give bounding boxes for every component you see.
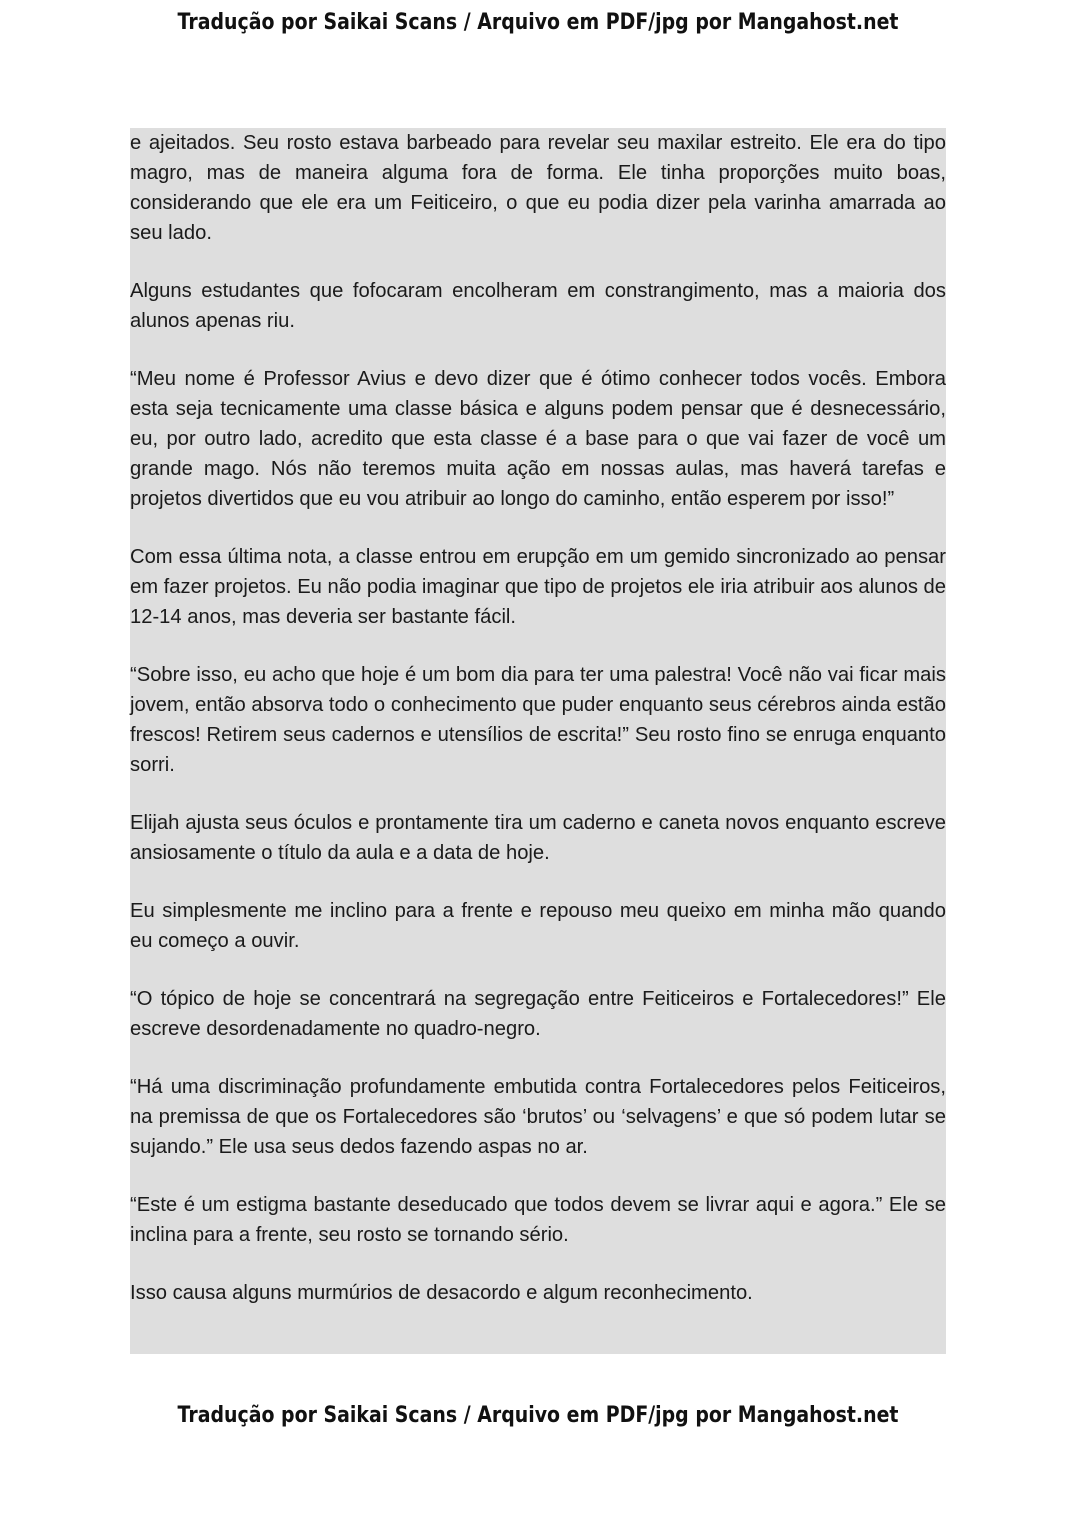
- paragraph: “O tópico de hoje se concentrará na segregação entre Feiticeiros e Fortalecedores!” Ele escreve desordenadamente no quadro-negro.: [130, 988, 946, 1040]
- body-text: [130, 128, 946, 1336]
- page-content: [130, 128, 946, 1354]
- paragraph: e ajeitados. Seu rosto estava barbeado para revelar seu maxilar estreito. Ele era do tipo magro, mas de maneira alguma fora de forma. Ele tinha proporções muito boas, considerando que ele era um Feiticeiro, o que eu podia dizer pela varinha amarrada ao seu lado.: [130, 132, 946, 244]
- paragraph: Eu simplesmente me inclino para a frente e repouso meu queixo em minha mão quando eu começo a ouvir.: [130, 900, 946, 952]
- paragraph: “Sobre isso, eu acho que hoje é um bom dia para ter uma palestra! Você não vai ficar mais jovem, então absorva todo o conhecimento que puder enquanto seus cérebros ainda estão frescos! Retirem seus cadernos e utensílios de escrita!” Seu rosto fino se enruga enquanto sorri.: [130, 664, 946, 776]
- paragraph: Com essa última nota, a classe entrou em erupção em um gemido sincronizado ao pensar em fazer projetos. Eu não podia imaginar que tipo de projetos ele iria atribuir aos alunos de 12-14 anos, mas deveria ser bastante fácil.: [130, 546, 946, 628]
- paragraph: “Este é um estigma bastante deseducado que todos devem se livrar aqui e agora.” Ele se inclina para a frente, seu rosto se tornando sério.: [130, 1194, 946, 1246]
- paragraph: “Meu nome é Professor Avius e devo dizer que é ótimo conhecer todos vocês. Embora esta seja tecnicamente uma classe básica e alguns podem pensar que é desnecessário, eu, por outro lado, acredito que esta classe é a base para o que vai fazer de você um grande mago. Nós não teremos muita ação em nossas aulas, mas haverá tarefas e projetos divertidos que eu vou atribuir ao longo do caminho, então esperem por isso!”: [130, 368, 946, 510]
- paragraph: Elijah ajusta seus óculos e prontamente tira um caderno e caneta novos enquanto escreve ansiosamente o título da aula e a data de hoje.: [130, 812, 946, 864]
- paragraph: Alguns estudantes que fofocaram encolheram em constrangimento, mas a maioria dos alunos apenas riu.: [130, 280, 946, 332]
- paragraph: “Há uma discriminação profundamente embutida contra Fortalecedores pelos Feiticeiros, na premissa de que os Fortalecedores são ‘brutos’ ou ‘selvagens’ e que só podem lutar se sujando.” Ele usa seus dedos fazendo aspas no ar.: [130, 1076, 946, 1158]
- footer-banner: Tradução por Saikai Scans / Arquivo em PDF/jpg por Mangahost.net: [177, 1403, 899, 1428]
- header-banner: Tradução por Saikai Scans / Arquivo em PDF/jpg por Mangahost.net: [177, 10, 899, 35]
- paragraph: Isso causa alguns murmúrios de desacordo e algum reconhecimento.: [130, 1282, 753, 1304]
